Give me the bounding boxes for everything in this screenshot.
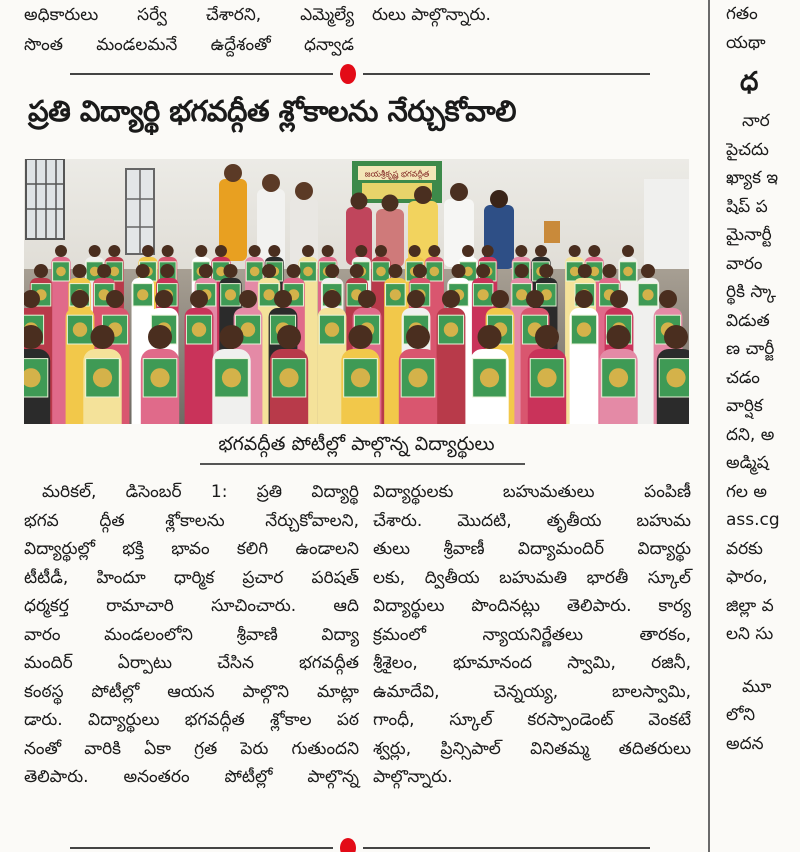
photo-banner-text: జయశ్రీకృష్ణ భగవద్గీత: [364, 169, 430, 179]
adjacent-article-headline: ధ: [740, 67, 759, 97]
text-line: ధర్మకర్త రామాచారి సూచించారు. ఆది: [24, 596, 359, 616]
adjacent-article-bottom: [726, 673, 800, 759]
previous-story-left-lines: [24, 0, 354, 60]
adjacent-article-line: నార: [742, 111, 770, 131]
adjacent-article-line: ణ చార్జీ: [726, 339, 775, 359]
previous-story-mid-lines: [372, 0, 672, 30]
adjacent-article-line: అడ్మిష: [726, 453, 769, 473]
adjacent-article-line: గల అ: [726, 481, 767, 502]
adjacent-article-line: వార్షిక: [726, 396, 763, 416]
adjacent-article-line: మైనార్టీ: [726, 225, 772, 245]
adjacent-article-top: [726, 0, 800, 57]
text-line: సొంత మండలమనే ఉద్దేశంతో ధన్వాడ: [24, 35, 354, 55]
adjacent-article-line: పైచదు: [726, 139, 769, 160]
caption-underline: [200, 463, 525, 465]
column-rule: [708, 0, 710, 852]
adjacent-article-line: షిప్ ప: [726, 196, 768, 217]
adjacent-article-line: దని, అ: [726, 424, 775, 445]
adjacent-article-line: లోని: [726, 705, 756, 725]
text-line: తులు శ్రీవాణీ విద్యామందిర్ విద్యార్థు: [373, 539, 691, 559]
text-line: డారు. విద్యార్థులు భగవద్గీత శ్లోకాల పఠ: [24, 710, 359, 730]
text-line: శ్రీశైలం, భూమానంద స్వామి, రజినీ,: [373, 653, 691, 673]
text-line: ఉమాదేవి, చెన్నయ్య, బాలస్వామి,: [373, 681, 691, 702]
adjacent-article-line: ఫారం,: [726, 567, 768, 587]
article-photo: [24, 159, 689, 424]
adjacent-article-line: వరకు: [726, 538, 763, 559]
text-line: లకు, ద్వితీయ బహుమతి భారతీ స్కూల్: [373, 567, 691, 588]
text-line: పాల్గొన్నారు.: [373, 767, 453, 787]
text-line: నంతో వారికి ఏకా గ్రత పెరు గుతుందని: [24, 738, 359, 759]
adjacent-article-line: జిల్లా వ: [726, 595, 774, 616]
text-line: క్రమంలో న్యాయనిర్ణేతలు తారకం,: [373, 624, 691, 645]
separator-dot: [340, 838, 356, 852]
text-line: విద్యార్థులకు బహుమతులు పంపిణీ: [373, 482, 691, 502]
article-body-column-2-lines: [373, 478, 691, 792]
adjacent-article-line: చడం: [726, 367, 760, 388]
article-body-column-1-lines: [24, 478, 359, 792]
text-line: రులు పాల్గొన్నారు.: [372, 5, 491, 25]
article-headline: ప్రతి విద్యార్థి భగవద్గీత శ్లోకాలను నేర్చుకోవాలి: [28, 94, 516, 128]
article-body-column-2: [373, 478, 691, 792]
text-line: టీటీడీ, హిందూ ధార్మిక ప్రచార పరిషత్: [24, 567, 359, 588]
article-body-column-1: [24, 478, 359, 792]
adjacent-article-line: అదన: [726, 733, 764, 754]
text-line: మందిర్ ఏర్పాటు చేసిన భగవద్గీత: [24, 653, 359, 673]
adjacent-article-line: గతం: [726, 4, 758, 24]
adjacent-article-line: విడుత: [726, 310, 770, 331]
photo-caption: భగవద్గీత పోటీల్లో పాల్గొన్న విద్యార్థులు: [218, 433, 495, 455]
text-line: కంఠస్థ పోటీల్లో ఆయన పాల్గొని మాట్లా: [24, 681, 359, 702]
previous-story-mid: [372, 0, 672, 30]
adjacent-article-line: ర్థికి స్కా: [726, 282, 776, 302]
text-line: తెలిపారు. అనంతరం పోటీల్లో పాల్గొన్న: [24, 767, 359, 787]
text-line: శ్వర్లు, ప్రిన్సిపాల్ వినితమ్మ తదితరులు: [373, 738, 691, 759]
separator-dot: [340, 64, 356, 84]
adjacent-article-line: ఖ్యాక ఇ: [726, 168, 779, 188]
adjacent-article-column: [726, 0, 800, 852]
adjacent-article-line: యథా: [726, 32, 766, 53]
text-line: చేశారు. మొదటి, తృతీయ బహుమ: [373, 510, 691, 531]
text-line: మరికల్, డిసెంబర్ 1: ప్రతి విద్యార్థి: [42, 482, 359, 502]
adjacent-article-line: లని సు: [726, 624, 774, 644]
text-line: భగవ ద్గీత శ్లోకాలను నేర్చుకోవాలని,: [24, 510, 359, 531]
story-separator-bottom: [70, 838, 650, 852]
text-line: అధికారులు సర్వే చేశారని, ఎమ్మెల్యే: [24, 5, 354, 25]
text-line: విద్యార్థులు పొందినట్లు తెలిపారు. కార్య: [373, 596, 691, 616]
adjacent-article-lines: [726, 107, 800, 649]
previous-story-left: [24, 0, 354, 60]
text-line: విద్యార్థుల్లో భక్తి భావం కలిగి ఉండాలని: [24, 539, 359, 559]
text-line: వారం మండలంలోని శ్రీవాణి విద్యా: [24, 624, 359, 645]
story-separator-top: [70, 64, 650, 84]
adjacent-article-line: వారం: [726, 253, 763, 274]
adjacent-article-line: ass.cg: [726, 510, 780, 530]
adjacent-article-line: మూ: [742, 676, 772, 697]
text-line: గాంధీ, స్కూల్ కరస్పాండెంట్ వెంకటే: [373, 710, 691, 730]
